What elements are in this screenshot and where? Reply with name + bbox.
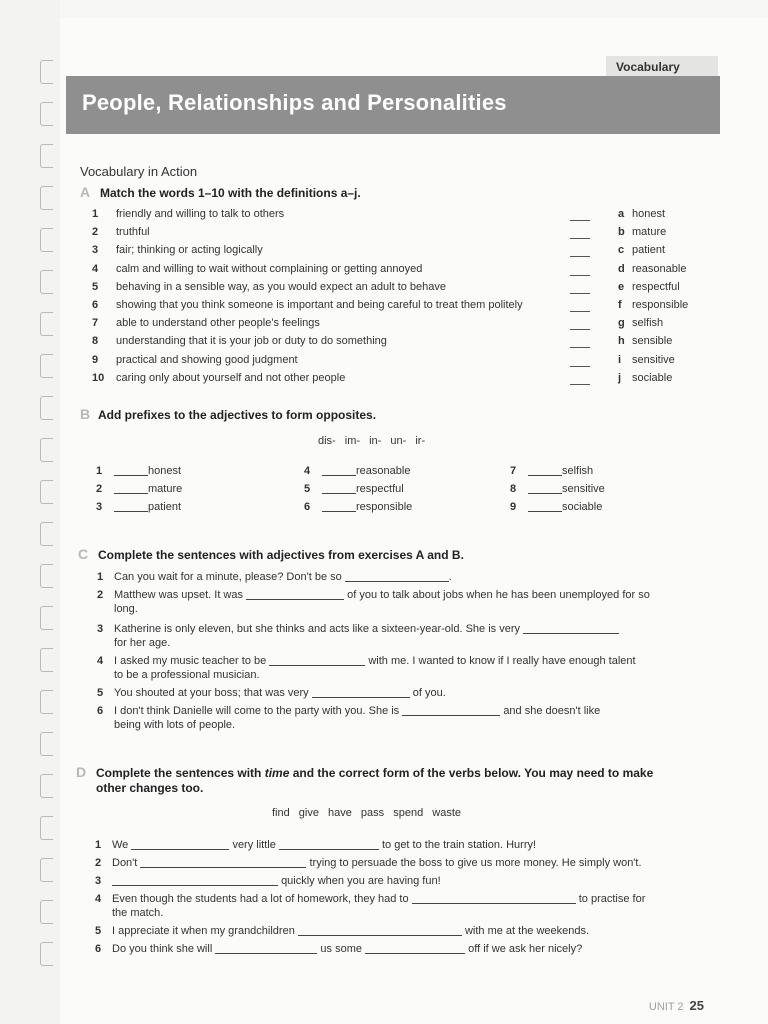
prefix-item: 1 honest: [96, 465, 182, 477]
match-answer-blank[interactable]: [570, 293, 590, 294]
prefix-blank[interactable]: [114, 511, 148, 512]
definition-word: honest: [632, 208, 666, 220]
verb-options: find give have pass spend waste: [272, 807, 461, 819]
match-item: 3 fair; thinking or acting logically: [92, 244, 263, 257]
prefix-blank[interactable]: [528, 493, 562, 494]
definition-letter: a: [618, 208, 625, 220]
match-item: 10 caring only about yourself and not other people: [92, 371, 346, 384]
definition-letter: f: [618, 299, 622, 311]
section-tag: Vocabulary: [606, 56, 718, 76]
prefix-item: 8 sensitive: [510, 483, 605, 495]
definition-word: mature: [632, 226, 667, 239]
binder-ring: [40, 900, 53, 924]
binder-ring: [40, 60, 53, 84]
binder-ring: [40, 816, 53, 840]
binder-ring: [40, 102, 53, 126]
prefix-item: 6 responsible: [304, 501, 413, 513]
match-answer-blank[interactable]: [570, 347, 590, 348]
exercise-a-instruction: Match the words 1–10 with the definitions a–j.: [100, 186, 361, 200]
definition-word: sensible: [632, 335, 673, 348]
definition-word: sociable: [632, 371, 673, 384]
binder-ring: [40, 270, 53, 294]
answer-blank[interactable]: [523, 633, 619, 634]
answer-blank[interactable]: [112, 885, 278, 886]
prefix-blank[interactable]: [322, 493, 356, 494]
answer-blank[interactable]: [345, 581, 449, 582]
exercise-d-letter: D: [76, 764, 87, 780]
match-item: 8 understanding that it is your job or duty to do something: [92, 335, 387, 348]
binder-ring: [40, 942, 53, 966]
sentence-d6: 6 Do you think she will us some off if we ask her nicely?: [95, 943, 583, 955]
binder-ring: [40, 690, 53, 714]
match-answer-blank[interactable]: [570, 220, 590, 221]
match-answer-blank[interactable]: [570, 329, 590, 330]
binder-ring: [40, 480, 53, 504]
match-item: 2 truthful: [92, 226, 150, 239]
sentence-c6: 6 I don't think Danielle will come to the party with you. She is and she doesn't like being with lots of people.: [97, 705, 601, 731]
definition-letter: h: [618, 335, 625, 348]
prefix-blank[interactable]: [322, 511, 356, 512]
prefix-item: 9 sociable: [510, 501, 603, 513]
exercise-c-letter: C: [78, 546, 89, 562]
binder-ring: [40, 606, 53, 630]
sentence-d5: 5 I appreciate it when my grandchildren with me at the weekends.: [95, 925, 590, 937]
sentence-d3: 3 quickly when you are having fun!: [95, 875, 441, 887]
unit-label: UNIT 2: [648, 1001, 684, 1013]
binder-ring: [40, 732, 53, 756]
binder-ring: [40, 312, 53, 336]
exercise-c-instruction: Complete the sentences with adjectives from exercises A and B.: [98, 548, 464, 562]
sentence-d2: 2 Don't trying to persuade the boss to give us more money. He simply won't.: [95, 857, 642, 869]
match-item: 5 behaving in a sensible way, as you would expect an adult to behave: [92, 280, 447, 293]
page-footer: [649, 998, 704, 1013]
match-answer-blank[interactable]: [570, 384, 590, 385]
answer-blank[interactable]: [131, 849, 229, 850]
definition-word: reasonable: [632, 262, 687, 275]
binder-ring: [40, 774, 53, 798]
prefix-blank[interactable]: [114, 475, 148, 476]
binder-ring: [40, 858, 53, 882]
prefix-options: dis- im- in- un- ir-: [318, 435, 426, 447]
binder-ring: [40, 564, 53, 588]
answer-blank[interactable]: [269, 665, 365, 666]
answer-blank[interactable]: [246, 599, 344, 600]
exercise-b-instruction: Add prefixes to the adjectives to form opposites.: [98, 408, 377, 422]
answer-blank[interactable]: [312, 697, 410, 698]
page-number: 25: [689, 998, 704, 1013]
sentence-c5: 5 You shouted at your boss; that was very of you.: [97, 687, 446, 699]
prefix-item: 4 reasonable: [304, 465, 411, 477]
answer-blank[interactable]: [279, 849, 379, 850]
definition-word: patient: [632, 244, 666, 257]
binder-ring: [40, 522, 53, 546]
answer-blank[interactable]: [140, 867, 306, 868]
sentence-c4: 4 I asked my music teacher to be with me. I wanted to know if I really have enough talent to be a professional musician.: [97, 655, 636, 681]
exercise-a-letter: A: [80, 184, 91, 200]
binder-ring: [40, 228, 53, 252]
answer-blank[interactable]: [402, 715, 500, 716]
sentence-c1: 1 Can you wait for a minute, please? Don't be so .: [97, 571, 452, 583]
binder-ring: [40, 144, 53, 168]
binder-ring: [40, 648, 53, 672]
binder-ring: [40, 186, 53, 210]
answer-blank[interactable]: [215, 953, 317, 954]
definition-letter: j: [618, 371, 622, 384]
definition-letter: d: [618, 262, 625, 275]
match-answer-blank[interactable]: [570, 366, 590, 367]
exercise-d-instruction: Complete the sentences with time and the correct form of the verbs below. You may need to make other changes too.: [96, 766, 654, 795]
prefix-item: 5 respectful: [304, 483, 404, 495]
match-answer-blank[interactable]: [570, 311, 590, 312]
prefix-blank[interactable]: [528, 475, 562, 476]
definition-letter: i: [618, 353, 622, 366]
answer-blank[interactable]: [298, 935, 462, 936]
prefix-item: 3 patient: [96, 501, 182, 513]
definition-letter: e: [618, 280, 625, 293]
match-item: 4 calm and willing to wait without complaining or getting annoyed: [92, 262, 423, 275]
definition-letter: c: [618, 244, 625, 257]
page-title: People, Relationships and Personalities: [82, 90, 507, 115]
sentence-d4: 4 Even though the students had a lot of homework, they had to to practise for the match.: [95, 893, 646, 919]
definition-word: responsible: [632, 299, 689, 311]
answer-blank[interactable]: [365, 953, 465, 954]
match-item: 9 practical and showing good judgment: [92, 353, 298, 366]
exercise-b-letter: B: [80, 406, 91, 422]
match-item: 6 showing that you think someone is important and being careful to treat them politely: [92, 299, 523, 311]
sentence-d1: 1 We very little to get to the train station. Hurry!: [95, 839, 537, 851]
section-subtitle: Vocabulary in Action: [80, 164, 198, 179]
match-answer-blank[interactable]: [570, 256, 590, 257]
answer-blank[interactable]: [412, 903, 576, 904]
prefix-blank[interactable]: [322, 475, 356, 476]
prefix-item: 2 mature: [96, 483, 183, 495]
definition-word: respectful: [632, 280, 680, 293]
definition-word: sensitive: [632, 353, 675, 366]
definition-word: selfish: [632, 317, 664, 330]
prefix-blank[interactable]: [528, 511, 562, 512]
binder-ring: [40, 354, 53, 378]
definition-letter: b: [618, 226, 625, 239]
prefix-item: 7 selfish: [510, 465, 594, 477]
match-answer-blank[interactable]: [570, 238, 590, 239]
binder-ring: [40, 396, 53, 420]
definition-letter: g: [618, 317, 625, 330]
sentence-c3: 3 Katherine is only eleven, but she thinks and acts like a sixteen-year-old. She is very for her age.: [114, 622, 619, 650]
match-item: 1 friendly and willing to talk to others: [92, 208, 285, 220]
prefix-blank[interactable]: [114, 493, 148, 494]
match-item: 7 able to understand other people's feelings: [92, 317, 320, 330]
sentence-c2: 2 Matthew was upset. It was of you to talk about jobs when he has been unemployed for so long.: [97, 589, 650, 615]
match-answer-blank[interactable]: [570, 275, 590, 276]
binder-ring: [40, 438, 53, 462]
